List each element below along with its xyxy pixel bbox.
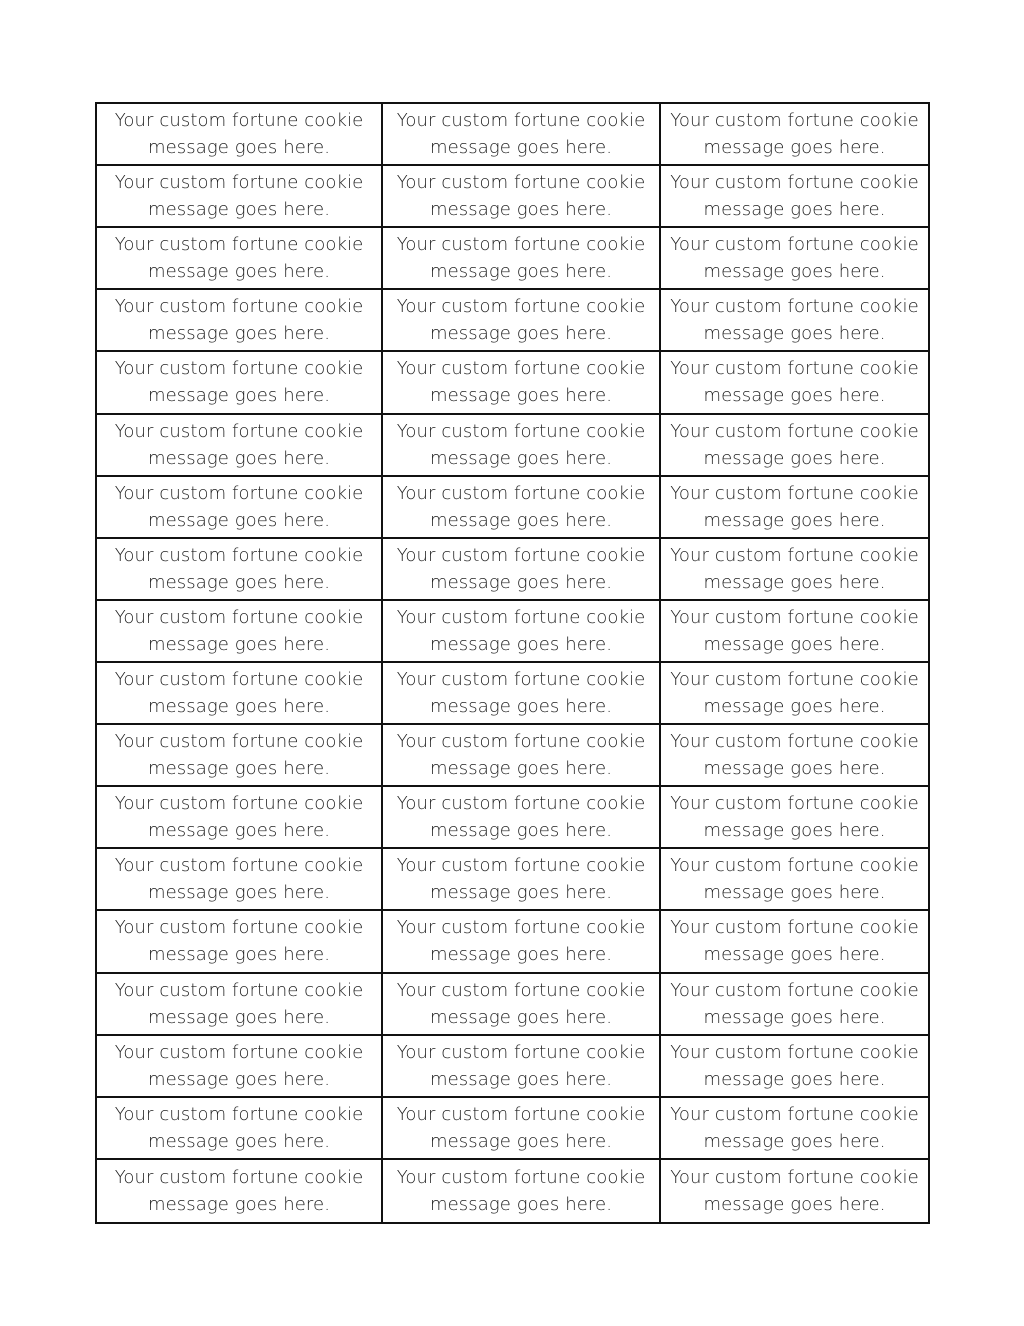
fortune-message: Your custom fortune cookie message goes here. xyxy=(670,358,919,407)
fortune-cell xyxy=(97,477,383,539)
fortune-message: Your custom fortune cookie message goes here. xyxy=(396,358,646,407)
fortune-message: Your custom fortune cookie message goes here. xyxy=(114,606,364,655)
fortune-message: Your custom fortune cookie message goes here. xyxy=(114,482,364,531)
fortune-message: Your custom fortune cookie message goes here. xyxy=(670,544,919,593)
fortune-cell xyxy=(97,725,383,787)
fortune-cell xyxy=(661,415,928,477)
fortune-cell xyxy=(661,787,928,849)
fortune-message: Your custom fortune cookie message goes here. xyxy=(114,731,364,780)
fortune-cell xyxy=(661,1036,928,1098)
fortune-cell xyxy=(661,849,928,911)
fortune-message: Your custom fortune cookie message goes here. xyxy=(114,793,364,842)
fortune-cell xyxy=(383,1160,661,1222)
fortune-message: Your custom fortune cookie message goes here. xyxy=(670,1103,919,1152)
fortune-message: Your custom fortune cookie message goes here. xyxy=(114,1166,364,1215)
fortune-cell xyxy=(97,1160,383,1222)
fortune-message: Your custom fortune cookie message goes here. xyxy=(670,420,919,469)
fortune-message: Your custom fortune cookie message goes here. xyxy=(396,110,646,159)
fortune-cell xyxy=(661,539,928,601)
fortune-message: Your custom fortune cookie message goes here. xyxy=(670,1041,919,1090)
fortune-cell xyxy=(97,1036,383,1098)
fortune-cell xyxy=(97,974,383,1036)
fortune-message: Your custom fortune cookie message goes here. xyxy=(114,110,364,159)
fortune-cell xyxy=(97,601,383,663)
fortune-cell xyxy=(97,166,383,228)
fortune-cell xyxy=(661,663,928,725)
fortune-message: Your custom fortune cookie message goes here. xyxy=(396,979,646,1028)
fortune-message: Your custom fortune cookie message goes here. xyxy=(670,296,919,345)
fortune-cell xyxy=(97,290,383,352)
fortune-cell xyxy=(383,539,661,601)
fortune-cell xyxy=(383,663,661,725)
fortune-cell xyxy=(661,290,928,352)
fortune-message: Your custom fortune cookie message goes here. xyxy=(396,1041,646,1090)
fortune-message: Your custom fortune cookie message goes here. xyxy=(396,482,646,531)
fortune-message: Your custom fortune cookie message goes here. xyxy=(114,234,364,283)
fortune-message: Your custom fortune cookie message goes here. xyxy=(396,234,646,283)
fortune-cell xyxy=(661,974,928,1036)
fortune-message: Your custom fortune cookie message goes here. xyxy=(670,606,919,655)
fortune-message: Your custom fortune cookie message goes here. xyxy=(396,793,646,842)
fortune-message: Your custom fortune cookie message goes here. xyxy=(114,917,364,966)
fortune-cell xyxy=(383,911,661,973)
fortune-message: Your custom fortune cookie message goes here. xyxy=(396,420,646,469)
fortune-cell xyxy=(661,104,928,166)
fortune-message: Your custom fortune cookie message goes here. xyxy=(114,420,364,469)
fortune-cell xyxy=(661,228,928,290)
fortune-message: Your custom fortune cookie message goes here. xyxy=(670,669,919,718)
fortune-message: Your custom fortune cookie message goes here. xyxy=(670,855,919,904)
fortune-message: Your custom fortune cookie message goes here. xyxy=(396,296,646,345)
fortune-cell xyxy=(383,477,661,539)
fortune-cell xyxy=(383,166,661,228)
fortune-cell xyxy=(97,228,383,290)
fortune-message: Your custom fortune cookie message goes here. xyxy=(670,979,919,1028)
fortune-cell xyxy=(383,415,661,477)
fortune-cell xyxy=(661,725,928,787)
fortune-cell xyxy=(383,290,661,352)
fortune-message: Your custom fortune cookie message goes here. xyxy=(396,606,646,655)
fortune-cell xyxy=(661,1160,928,1222)
fortune-message: Your custom fortune cookie message goes here. xyxy=(670,917,919,966)
fortune-cell xyxy=(383,787,661,849)
fortune-message: Your custom fortune cookie message goes here. xyxy=(114,1041,364,1090)
fortune-cell xyxy=(383,1036,661,1098)
fortune-cell xyxy=(661,601,928,663)
fortune-cell xyxy=(661,911,928,973)
fortune-cell xyxy=(661,1098,928,1160)
fortune-cell xyxy=(97,663,383,725)
fortune-message: Your custom fortune cookie message goes here. xyxy=(396,1166,646,1215)
fortune-message: Your custom fortune cookie message goes here. xyxy=(114,544,364,593)
fortune-cell xyxy=(97,787,383,849)
fortune-message: Your custom fortune cookie message goes here. xyxy=(396,917,646,966)
fortune-cell xyxy=(97,1098,383,1160)
fortune-cell xyxy=(383,601,661,663)
fortune-cell xyxy=(97,911,383,973)
fortune-cell xyxy=(383,352,661,414)
fortune-message: Your custom fortune cookie message goes here. xyxy=(396,855,646,904)
fortune-message: Your custom fortune cookie message goes here. xyxy=(114,296,364,345)
fortune-message: Your custom fortune cookie message goes here. xyxy=(670,793,919,842)
fortune-cell xyxy=(97,415,383,477)
fortune-cell xyxy=(383,849,661,911)
fortune-cell xyxy=(97,849,383,911)
fortune-cell xyxy=(97,104,383,166)
fortune-cell xyxy=(661,166,928,228)
fortune-message: Your custom fortune cookie message goes here. xyxy=(670,110,919,159)
fortune-cell xyxy=(383,104,661,166)
fortune-cell xyxy=(383,725,661,787)
fortune-message: Your custom fortune cookie message goes here. xyxy=(114,172,364,221)
fortune-cell xyxy=(661,352,928,414)
fortune-message: Your custom fortune cookie message goes here. xyxy=(114,1103,364,1152)
fortune-message: Your custom fortune cookie message goes here. xyxy=(670,1166,919,1215)
fortune-cell xyxy=(383,228,661,290)
fortune-message: Your custom fortune cookie message goes here. xyxy=(670,482,919,531)
fortune-sheet xyxy=(95,102,930,1224)
fortune-message: Your custom fortune cookie message goes here. xyxy=(396,669,646,718)
fortune-cell xyxy=(97,352,383,414)
fortune-cell xyxy=(383,974,661,1036)
fortune-cell xyxy=(97,539,383,601)
fortune-message: Your custom fortune cookie message goes here. xyxy=(396,544,646,593)
fortune-message: Your custom fortune cookie message goes here. xyxy=(670,234,919,283)
fortune-cell xyxy=(661,477,928,539)
fortune-message: Your custom fortune cookie message goes here. xyxy=(396,731,646,780)
fortune-message: Your custom fortune cookie message goes here. xyxy=(114,979,364,1028)
fortune-message: Your custom fortune cookie message goes here. xyxy=(670,172,919,221)
fortune-message: Your custom fortune cookie message goes here. xyxy=(114,358,364,407)
fortune-message: Your custom fortune cookie message goes here. xyxy=(396,1103,646,1152)
fortune-message: Your custom fortune cookie message goes here. xyxy=(670,731,919,780)
fortune-message: Your custom fortune cookie message goes here. xyxy=(114,855,364,904)
fortune-cell xyxy=(383,1098,661,1160)
fortune-message: Your custom fortune cookie message goes here. xyxy=(114,669,364,718)
fortune-message: Your custom fortune cookie message goes here. xyxy=(396,172,646,221)
